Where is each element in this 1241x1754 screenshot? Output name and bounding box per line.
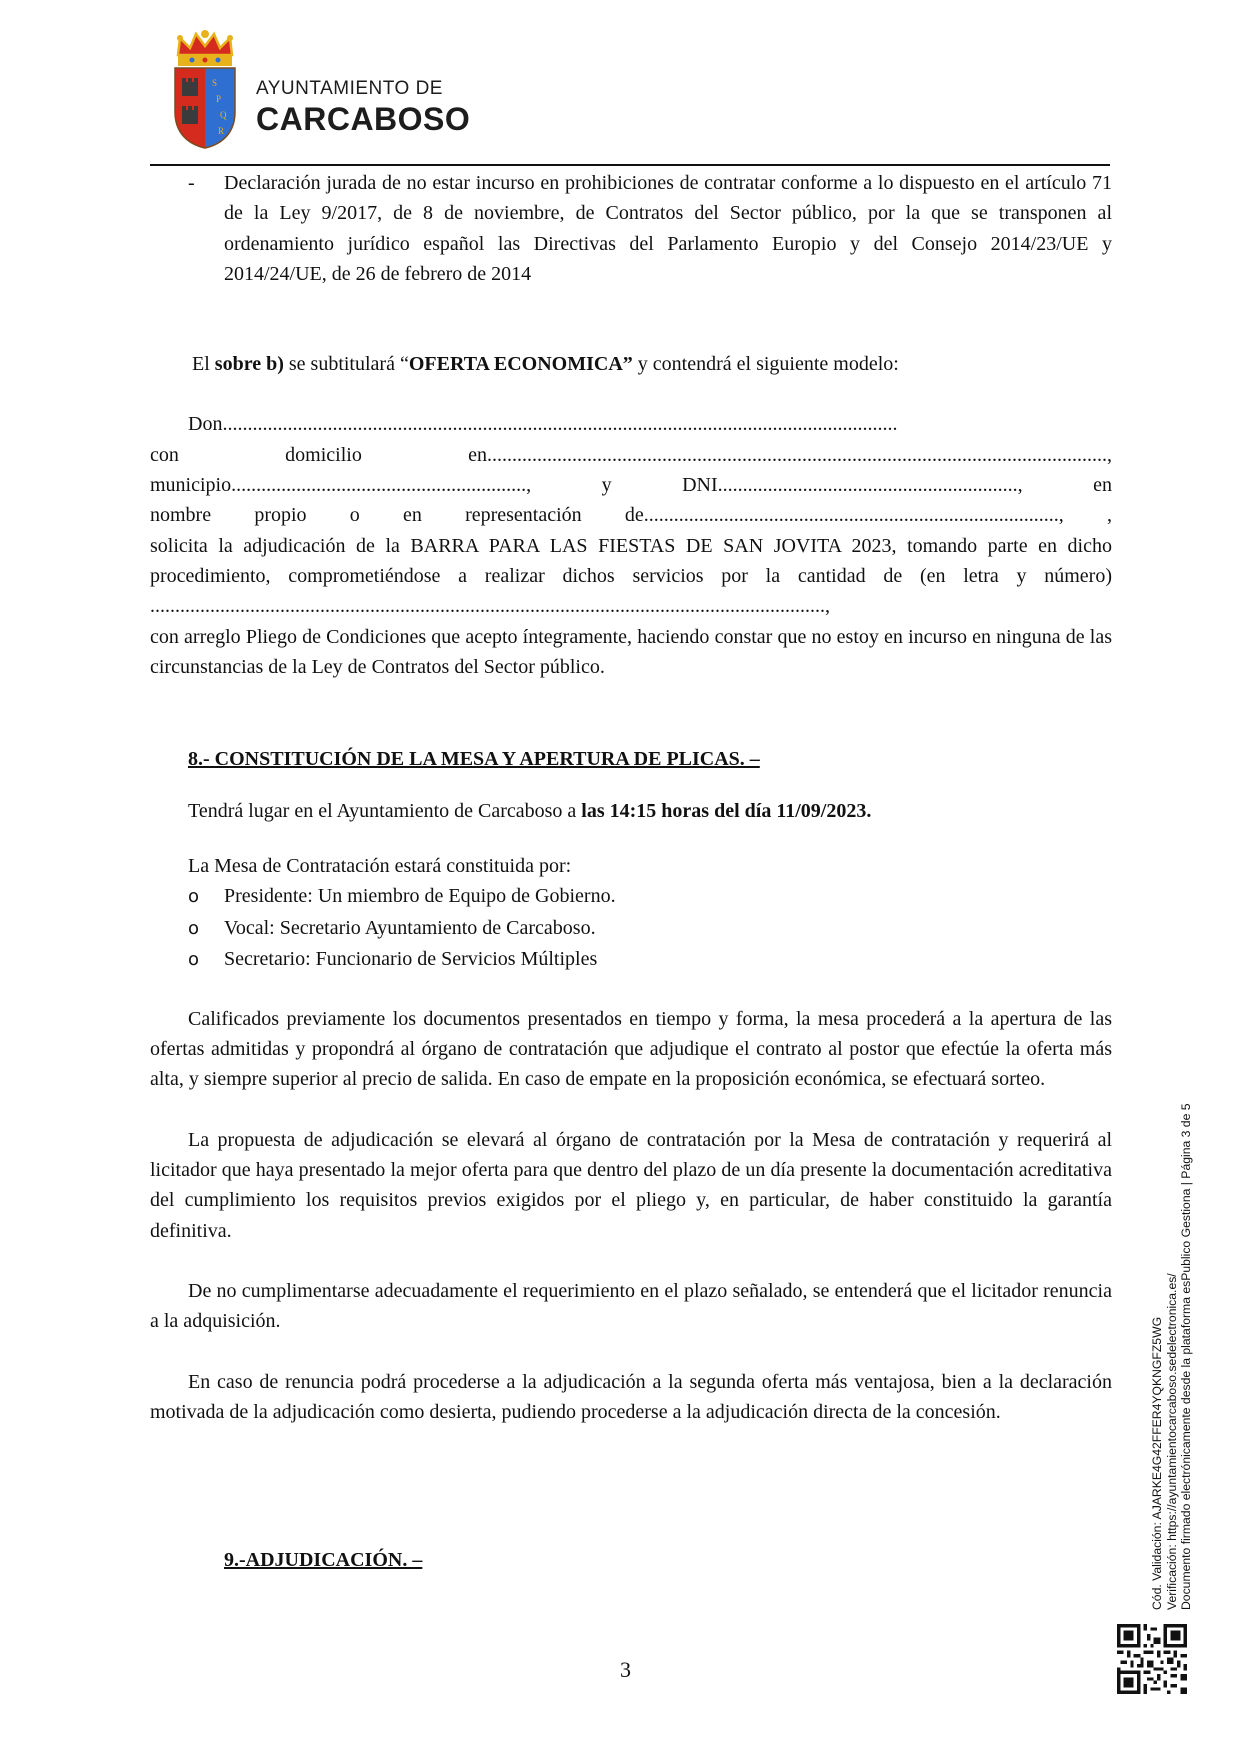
coat-of-arms-icon [170,28,240,150]
model-line-solicita: solicita la adjudicación de la BARRA PARA LAS FIESTAS DE SAN JOVITA 2023, tomando parte en dicho procedimiento, comprometiéndose a realizar dichos servicios por la cantidad de (en letra y número) ......................................................................................................................................., [150,534,1112,618]
oferta-economica-label: OFERTA ECONOMICA” [408,353,633,376]
bullet-marker: o [188,917,200,939]
member-secretario: Secretario: Funcionario de Servicios Múltiples [224,948,598,971]
meeting-time: las 14:15 horas del día 11/09/2023. [581,800,872,823]
qr-code-icon[interactable] [1117,1624,1187,1694]
crest-letter: P [216,94,222,104]
mesa-intro: La Mesa de Contratación estará constituida por: [188,854,572,877]
sobre-b-prefix: El [192,353,215,376]
meeting-place [150,796,1112,826]
sobre-b-suffix: y contendrá el siguiente modelo: [632,353,899,376]
section-9-heading: 9.-ADJUDICACIÓN. – [224,1549,423,1572]
org-line-1: AYUNTAMIENTO DE [256,78,443,99]
organization-name [256,78,470,136]
dni-field: DNI............................................................, [682,474,1023,497]
header-rule [150,164,1110,166]
paragraph-calificados: Calificados previamente los documentos presentados en tiempo y forma, la mesa procederá a la apertura de las ofertas admitidas y propondrá al órgano de contratación que adjudique el contrato al postor que efectúe la oferta más alta, y siempre superior al precio de salida. En caso de empate en la proposición económica, se efectuará sorteo. [150,1007,1112,1091]
sobre-b-mid: se subtitulará “ [283,353,409,376]
sobre-b-paragraph [150,349,1112,379]
org-line-2: CARCABOSO [256,101,471,137]
validation-stamp [1150,1090,1194,1610]
validation-code: Cód. Validación: AJARKE4G42FFER4YQKNGFZ5WG [1150,1316,1164,1610]
verification-url[interactable]: Verificación: https://ayuntamientocarcaboso.sedelectronica.es/ [1164,1273,1179,1610]
page-number: 3 [620,1657,631,1682]
model-word-y: y [601,474,612,497]
list-item [150,913,1112,945]
bullet-marker: o [188,886,200,908]
dash-marker: - [188,172,195,194]
model-line-representacion: nombre propio o en representación de..................................................................................., , [150,504,1112,527]
declaration-item [150,168,1112,289]
model-word-en: en [1093,474,1112,497]
model-line-don: Don....................................................................................................................................... [188,413,898,436]
member-presidente: Presidente: Un miembro de Equipo de Gobierno. [224,885,616,908]
sobre-b-label: sobre b) [214,353,284,376]
crest-letter: Q [220,110,227,120]
list-item [150,944,1112,976]
crest-letter: S [212,78,218,88]
member-vocal: Vocal: Secretario Ayuntamiento de Carcaboso. [224,916,596,939]
paragraph-propuesta: La propuesta de adjudicación se elevará al órgano de contratación por la Mesa de contratación y requerirá al licitador que haya presentado la mejor oferta para que dentro del plazo de un día presente la documentación acreditativa del cumplimiento los requisitos previos exigidos por el pliego y, en particular, de haber constituido la garantía definitiva. [150,1128,1112,1242]
declaration-text: Declaración jurada de no estar incurso en prohibiciones de contratar conforme a lo dispuesto en el artículo 71 de la Ley 9/2017, de 8 de noviembre, de Contratos del Sector público, por la que se transponen al ordenamiento jurídico español las Directivas del Parlamento Europio y del Consejo 2014/23/UE y 2014/24/UE, de 26 de febrero de 2014 [224,172,1112,285]
signature-note: Documento firmado electrónicamente desde la plataforma esPublico Gestiona | Página 3 de 5 [1179,1103,1193,1610]
list-item [150,881,1112,913]
letterhead [150,20,1110,166]
bullet-marker: o [188,949,200,971]
meeting-place-text: Tendrá lugar en el Ayuntamiento de Carcaboso a [188,800,582,823]
municipio-field: municipio..........................................................., [150,474,532,497]
model-line-arreglo: con arreglo Pliego de Condiciones que acepto íntegramente, haciendo constar que no estoy en incurso en ninguna de las circunstancias de la Ley de Contratos del Sector público. [150,625,1112,678]
document-body [150,168,1112,1575]
model-line-domicilio: con domicilio en............................................................................................................................, [150,443,1112,466]
section-8-heading: 8.- CONSTITUCIÓN DE LA MESA Y APERTURA DE PLICAS. – [188,748,760,771]
model-line-municipio [150,470,1112,500]
crest-letter: R [218,126,225,136]
paragraph-requerimiento: De no cumplimentarse adecuadamente el requerimiento en el plazo señalado, se entenderá que el licitador renuncia a la adquisición. [150,1279,1112,1333]
offer-model [150,409,1112,682]
paragraph-renuncia: En caso de renuncia podrá procederse a la adjudicación a la segunda oferta más ventajosa, bien a la declaración motivada de la adjudicación como desierta, pudiendo procederse a la adjudicación directa de la concesión. [150,1370,1112,1423]
